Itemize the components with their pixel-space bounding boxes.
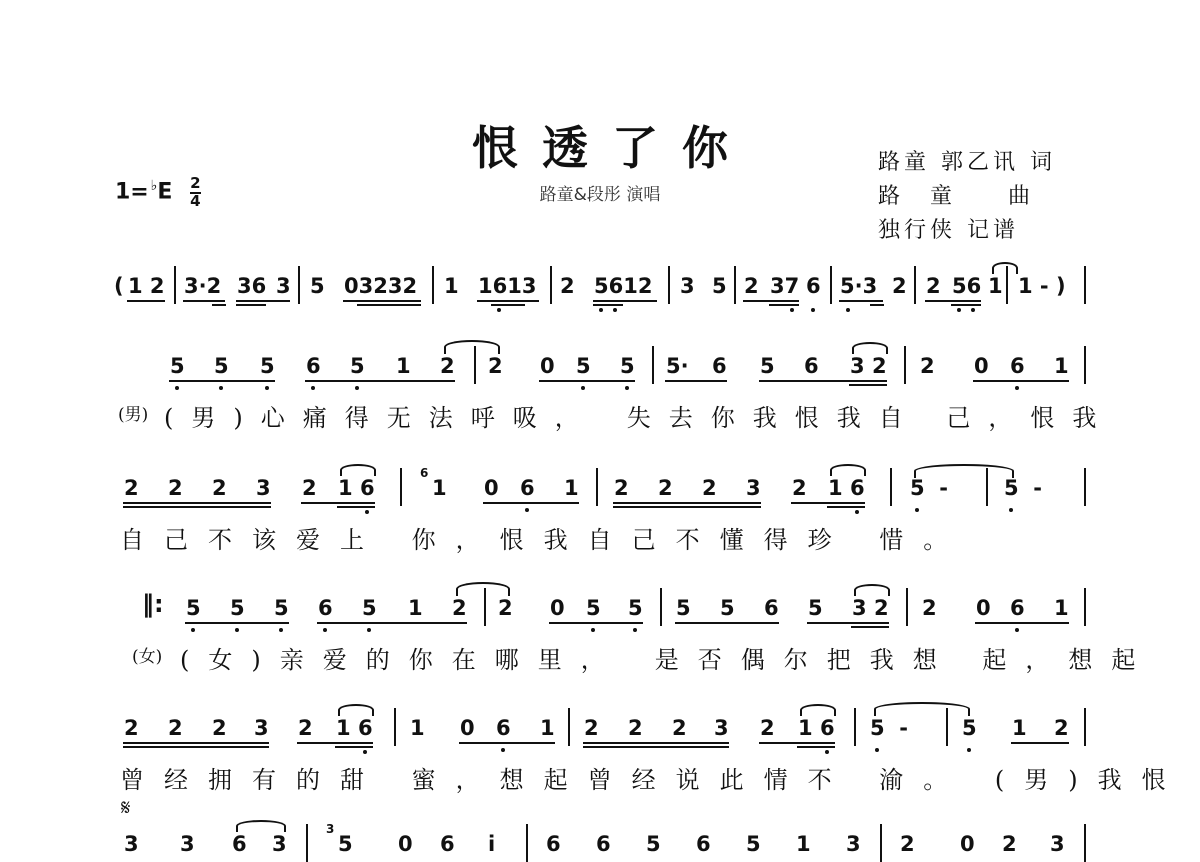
note: 2 <box>658 476 673 500</box>
note: 0 <box>484 476 499 500</box>
note: 1 <box>396 354 411 378</box>
note: 0 <box>550 596 565 620</box>
note: 5 <box>676 596 691 620</box>
note: 0 <box>540 354 555 378</box>
note-group: 1 - ) <box>1018 274 1066 298</box>
note-group: 1 2 <box>128 274 165 298</box>
note: 2 <box>498 596 513 620</box>
lyric-line-1: (男) (男)心痛得无法呼吸， 失去你我恨我自 己，恨我 <box>0 398 1200 482</box>
transcriber-credit: 独行侠 记谱 <box>878 218 1019 243</box>
note: 1 <box>432 476 447 500</box>
note: 2 <box>298 716 313 740</box>
note: 0 <box>398 832 413 856</box>
key-prefix: 1= <box>115 179 149 205</box>
note: 3 <box>254 716 269 740</box>
note: 6 <box>764 596 779 620</box>
score-row-4 <box>0 716 1200 746</box>
time-bottom: 4 <box>190 192 201 210</box>
note: 5 <box>720 596 735 620</box>
note: 6 <box>850 476 865 500</box>
note: 6 <box>318 596 333 620</box>
note: 5 <box>646 832 661 856</box>
note-group: 1613 <box>478 274 537 298</box>
note: 5 <box>760 354 775 378</box>
note: 2 <box>760 716 775 740</box>
note: 5 <box>962 716 977 740</box>
note-group: 2 <box>892 274 907 298</box>
composer-credit: 路 童 曲 <box>878 184 1035 209</box>
note: 5 <box>620 354 635 378</box>
time-signature <box>190 176 200 209</box>
lyric-text: (男)心痛得无法呼吸， 失去你我恨我自 己，恨我 <box>164 404 1115 432</box>
note-group: 03232 <box>344 274 418 298</box>
note: 0 <box>974 354 989 378</box>
note: 6 <box>820 716 835 740</box>
note: 2 <box>672 716 687 740</box>
note: 3 <box>124 832 139 856</box>
note: 2 <box>302 476 317 500</box>
note: 5 <box>362 596 377 620</box>
note-group: 3·2 <box>184 274 222 298</box>
note: 5 <box>628 596 643 620</box>
note: 5 <box>746 832 761 856</box>
note: 6 <box>440 832 455 856</box>
lyric-text: 自己不该爱上 你，恨我自己不懂得珍 惜。 <box>120 526 968 554</box>
lyric-line-4 <box>0 760 1200 816</box>
note: 1 <box>1054 596 1069 620</box>
note: 6 <box>520 476 535 500</box>
note: 2 <box>124 476 139 500</box>
flat-symbol: ♭ <box>150 177 158 194</box>
note-group: 6 <box>806 274 821 298</box>
repeat-start-sign: ‖: <box>142 590 164 618</box>
score-row-1 <box>0 354 1200 384</box>
note: 6 <box>546 832 561 856</box>
note: 5 - <box>910 476 948 500</box>
note: 5 <box>338 832 353 856</box>
note: 2 <box>874 596 889 620</box>
note: 1 <box>410 716 425 740</box>
note: 3 <box>850 354 865 378</box>
note: 3 <box>272 832 287 856</box>
note: 3 <box>256 476 271 500</box>
note: 2 <box>614 476 629 500</box>
note: 1 <box>408 596 423 620</box>
note-group: 56 <box>952 274 982 298</box>
note: 1 <box>828 476 843 500</box>
note: 2 <box>872 354 887 378</box>
note: 2 <box>900 832 915 856</box>
note: 5 <box>808 596 823 620</box>
note: 1 <box>1012 716 1027 740</box>
note: 2 <box>212 476 227 500</box>
note: 6 <box>712 354 727 378</box>
note: 2 <box>488 354 503 378</box>
note: 5 - <box>870 716 908 740</box>
note-group: 36 <box>237 274 267 298</box>
lyricist-credit: 路童 郭乙讯 词 <box>878 150 1056 175</box>
credits-block <box>878 146 1056 248</box>
note: 0 <box>960 832 975 856</box>
lyric-text: (女)亲爱的你在哪里， 是否偶尔把我想 起，想起 <box>180 646 1155 674</box>
note: 5 <box>586 596 601 620</box>
note: 6 <box>306 354 321 378</box>
key-signature <box>115 176 201 209</box>
note: i <box>488 832 496 856</box>
note: 6 <box>358 716 373 740</box>
score-row-3 <box>0 590 1200 626</box>
note: 6 <box>496 716 511 740</box>
note-group: 2 <box>926 274 941 298</box>
note: 2 <box>1054 716 1069 740</box>
note: 5 <box>274 596 289 620</box>
note: 2 <box>452 596 467 620</box>
note: 2 <box>440 354 455 378</box>
score-row-5: 3 3 6 3 3 5 0 6 i 6 6 5 6 5 1 3 2 0 2 3 <box>0 832 1200 862</box>
note: 2 <box>922 596 937 620</box>
note-group: 2 <box>560 274 575 298</box>
note-group: 5612 <box>594 274 653 298</box>
note: 6 <box>696 832 711 856</box>
note: 0 <box>460 716 475 740</box>
note: 5 <box>350 354 365 378</box>
note: 2 <box>920 354 935 378</box>
score-row-intro <box>0 274 1200 304</box>
note-group: 5 <box>712 274 727 298</box>
note-group: 3 <box>680 274 695 298</box>
note: 5 <box>170 354 185 378</box>
note: 6 <box>804 354 819 378</box>
note: 3 <box>180 832 195 856</box>
note: 5· <box>666 354 689 378</box>
note: 2 <box>124 716 139 740</box>
note-group: 5 <box>310 274 325 298</box>
note: 3 <box>714 716 729 740</box>
note: 1 <box>540 716 555 740</box>
segno-sign: 𝄋 <box>121 796 131 821</box>
note: 2 <box>628 716 643 740</box>
note: 5 - <box>1004 476 1042 500</box>
lyric-line-3: (女) (女)亲爱的你在哪里， 是否偶尔把我想 起，想起 <box>0 640 1200 724</box>
note: 3 <box>746 476 761 500</box>
note: 6 <box>596 832 611 856</box>
note: 1 <box>336 716 351 740</box>
note-group: ( <box>114 274 124 298</box>
note: 5 <box>260 354 275 378</box>
note: 0 <box>976 596 991 620</box>
singer-credit: 路童&段彤 演唱 <box>539 185 661 205</box>
time-top: 2 <box>190 174 201 192</box>
note: 6 <box>1010 596 1025 620</box>
note-group: 37 <box>770 274 800 298</box>
note: 3 <box>852 596 867 620</box>
note: 5 <box>214 354 229 378</box>
note: 2 <box>168 476 183 500</box>
key-note: E <box>157 179 173 205</box>
note-group: 3 <box>276 274 291 298</box>
note: 2 <box>584 716 599 740</box>
note: 1 <box>798 716 813 740</box>
note: 5 <box>186 596 201 620</box>
note: 6 <box>360 476 375 500</box>
note: 2 <box>702 476 717 500</box>
note: 6 <box>1010 354 1025 378</box>
note-group: 2 <box>744 274 759 298</box>
note: 1 <box>796 832 811 856</box>
score-row-2: 2 2 2 3 2 1 6 6 1 0 6 1 2 2 2 3 2 1 6 5 - 5 - <box>0 476 1200 506</box>
lyric-line-2 <box>0 520 1200 576</box>
note: 1 <box>1054 354 1069 378</box>
note: 6 <box>232 832 247 856</box>
lyric-text: 曾经拥有的甜 蜜，想起曾经说此情不 渝。 (男)我恨 <box>120 766 1186 794</box>
note: 5 <box>576 354 591 378</box>
note-group: 1 <box>444 274 459 298</box>
note: 3 <box>846 832 861 856</box>
note: 5 <box>230 596 245 620</box>
song-title: 恨透了你 <box>472 121 752 175</box>
note-group: 5·3 <box>840 274 878 298</box>
note: 2 <box>792 476 807 500</box>
note: 2 <box>1002 832 1017 856</box>
note: 1 <box>564 476 579 500</box>
note: 2 <box>212 716 227 740</box>
note: 3 <box>1050 832 1065 856</box>
note-group: 1 <box>988 274 1003 298</box>
note: 2 <box>168 716 183 740</box>
note: 1 <box>338 476 353 500</box>
